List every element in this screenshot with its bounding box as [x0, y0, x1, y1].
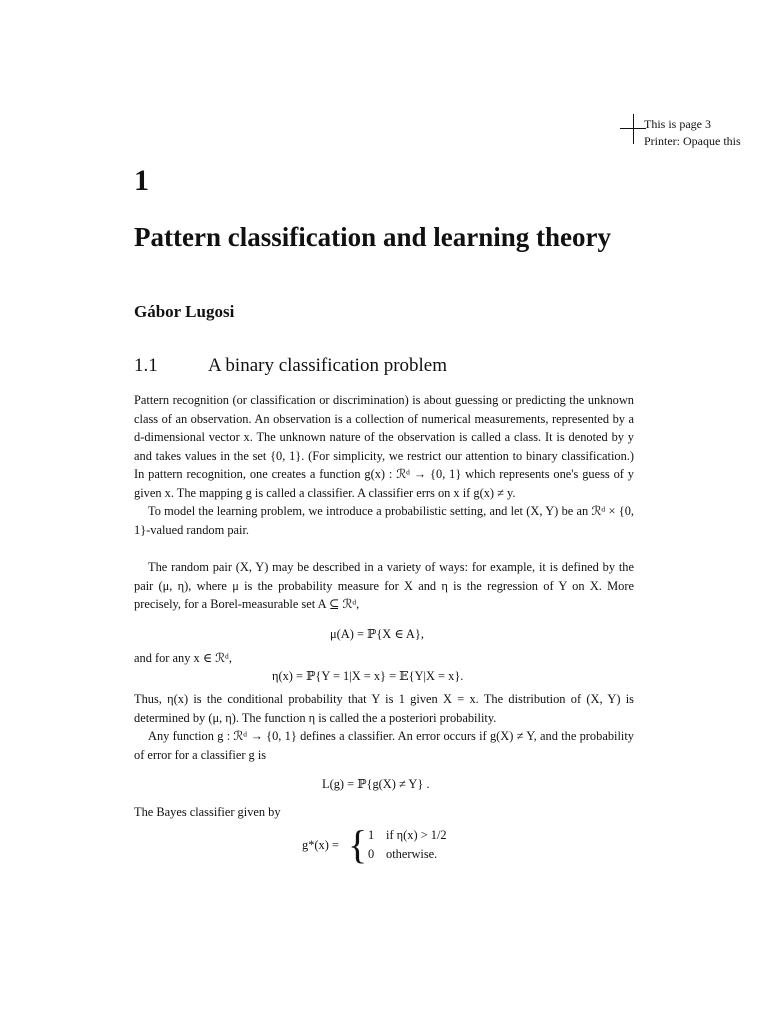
text-block-posteriori — [134, 690, 634, 764]
case-2-condition: otherwise. — [386, 847, 438, 861]
case-1-condition: if η(x) > 1/2 — [386, 828, 447, 842]
paragraph-for-any-x: and for any x ∈ ℛᵈ, — [134, 651, 232, 665]
section-heading — [134, 354, 447, 378]
paragraph-classifier-error: Any function g : ℛᵈ → {0, 1} defines a classifier. An error occurs if g(X) ≠ Y, and the probability of error for a classifier g is — [134, 729, 634, 762]
page-header — [644, 116, 741, 150]
equation-bayes-lhs: g*(x) = — [302, 838, 339, 852]
printer-note: Printer: Opaque this — [644, 134, 741, 148]
equation-mu: μ(A) = ℙ{X ∈ A}, — [330, 627, 424, 641]
paragraph-learning-model: To model the learning problem, we introduce a probabilistic setting, and let (X, Y) be an ℛᵈ × {0, 1}-valued random pair. — [134, 504, 634, 537]
text-block-for-any-x — [134, 649, 634, 668]
chapter-number: 1 — [134, 164, 149, 197]
section-title: A binary classification problem — [208, 355, 448, 376]
text-block-random-pair — [134, 558, 634, 614]
text-block-intro — [134, 391, 634, 539]
paragraph-random-pair: The random pair (X, Y) may be described in a variety of ways: for example, it is defined by the pair (μ, η), where μ is the probability measure for X and η is the regression of Y on X. More precisely, for a Borel-measurable set A ⊆ ℛᵈ, — [134, 560, 634, 611]
case-2-value: 0 — [368, 847, 375, 861]
chapter-title: Pattern classification and learning theory — [134, 222, 611, 252]
crop-mark — [620, 114, 646, 144]
left-brace: { — [348, 822, 368, 867]
crop-mark-vertical — [633, 114, 634, 144]
section-number: 1.1 — [134, 355, 158, 376]
author-name: Gábor Lugosi — [134, 302, 235, 321]
paragraph-pattern-recognition: Pattern recognition (or classification or discrimination) is about guessing or predicting the unknown class of an observation. An observation is a collection of numerical measurements, represented by a d-dimensional vector x. The unknown nature of the observation is called a class. It is denoted by y and takes values in the set {0, 1}. (For simplicity, we restrict our attention to binary classification.) In pattern recognition, one creates a function g(x) : ℛᵈ → {0, 1} which represents one's guess of y given x. The mapping g is called a classifier. A classifier errs on x if g(x) ≠ y. — [134, 393, 634, 500]
text-block-bayes — [134, 803, 634, 822]
equation-probability-of-error: L(g) = ℙ{g(X) ≠ Y} . — [322, 777, 430, 791]
paragraph-conditional-probability: Thus, η(x) is the conditional probability that Y is 1 given X = x. The distribution of (X, Y) is determined by (μ, η). The function η is called the a posteriori probability. — [134, 692, 634, 725]
equation-case-2 — [368, 847, 437, 862]
equation-case-1 — [368, 828, 447, 843]
case-1-value: 1 — [368, 828, 375, 842]
paragraph-bayes-classifier: The Bayes classifier given by — [134, 805, 281, 819]
page-note: This is page 3 — [644, 117, 711, 131]
equation-eta: η(x) = ℙ{Y = 1|X = x} = 𝔼{Y|X = x}. — [272, 669, 464, 683]
